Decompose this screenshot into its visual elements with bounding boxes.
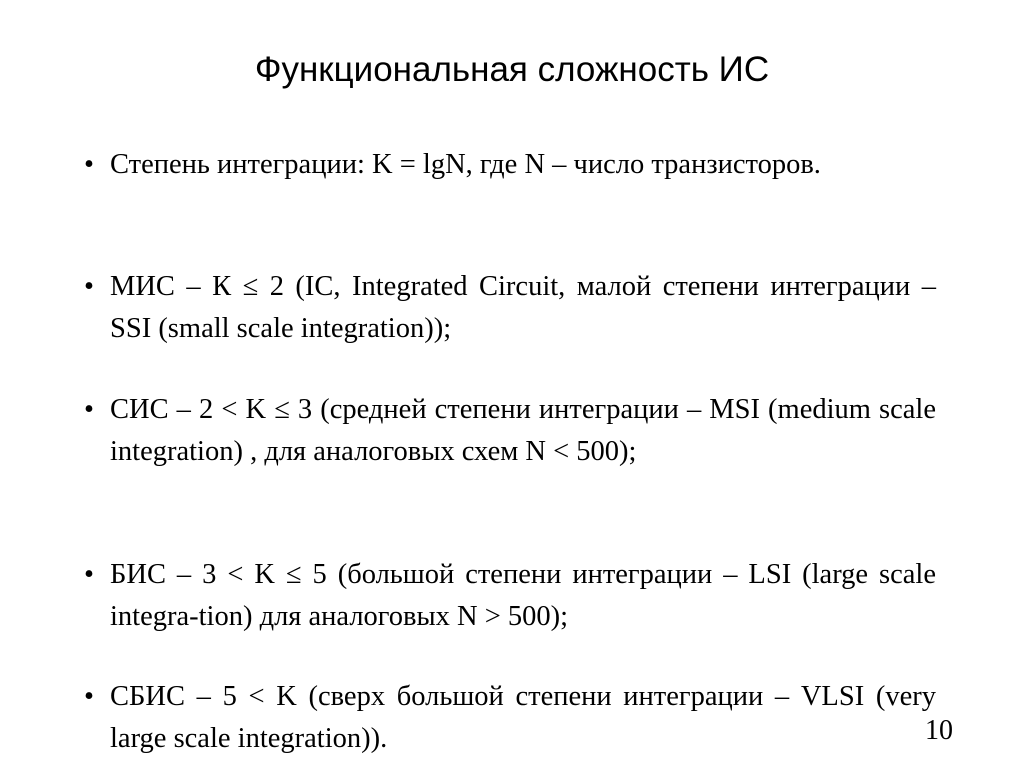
bullet-text: Степень интеграции: K = lgN, где N – число транзисторов. <box>110 149 821 180</box>
bullet-icon: • <box>84 559 94 590</box>
bullet-item <box>84 554 936 638</box>
bullet-item <box>84 266 936 350</box>
bullet-icon: • <box>84 394 94 425</box>
bullet-icon: • <box>84 681 94 712</box>
bullet-text: БИС – 3 < K ≤ 5 (большой степени интеграции – LSI (large scale integra-tion) для аналоговых N > 500); <box>110 559 936 632</box>
bullet-text: МИС – К ≤ 2 (IC, Integrated Circuit, малой степени интеграции – SSI (small scale integration)); <box>110 271 936 344</box>
bullet-icon: • <box>84 149 94 180</box>
page-number: 10 <box>925 715 953 746</box>
bullet-item <box>84 389 936 473</box>
bullet-item <box>84 676 936 760</box>
bullet-icon: • <box>84 271 94 302</box>
bullet-text: СИС – 2 < K ≤ 3 (средней степени интеграции – MSI (medium scale integration) , для аналоговых схем N < 500); <box>110 394 936 467</box>
bullet-text: СБИС – 5 < K (сверх большой степени интеграции – VLSI (very large scale integration)). <box>110 681 936 754</box>
bullet-item <box>84 144 936 186</box>
slide-title: Функциональная сложность ИС <box>254 50 770 89</box>
